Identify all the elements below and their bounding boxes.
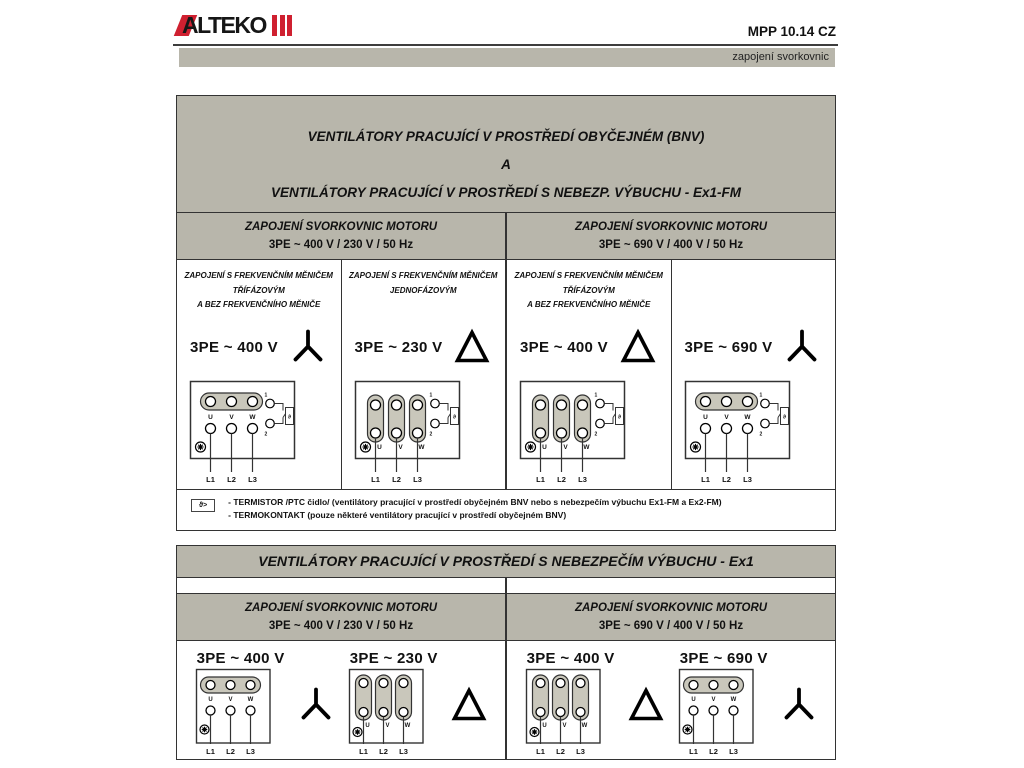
- terminal-diagram: [195, 668, 285, 763]
- header-voltage: 3PE ~ 400 V / 230 V / 50 Hz: [268, 620, 414, 632]
- terminal: [206, 706, 215, 715]
- phase-label: L2: [225, 747, 235, 756]
- voltage-label: 3PE ~ 400 V: [196, 650, 285, 667]
- column-subheader: ZAPOJENÍ S FREKVENČNÍM MĚNIČEM TŘÍFÁZOVÝM A BEZ FREKVENČNÍHO MĚNIČE: [514, 271, 663, 309]
- column-subheader: ZAPOJENÍ S FREKVENČNÍM MĚNIČEM JEDNOFÁZOVÝM: [349, 271, 498, 295]
- wiring-cell-400v-delta: [525, 643, 615, 763]
- section1-title-line3: VENTILÁTORY PRACUJÍCÍ V PROSTŘEDÍ S NEBEZP. VÝBUCHU - Ex1-FM: [270, 185, 742, 200]
- terminal-label: W: [404, 723, 411, 729]
- terminal: [536, 400, 546, 410]
- earth-terminal-icon: [200, 725, 209, 734]
- svg-text:ϑ: ϑ: [452, 414, 456, 421]
- phase-label: L1: [358, 747, 368, 756]
- phase-label: L1: [370, 475, 380, 484]
- terminal-box-diagram: [195, 668, 275, 758]
- terminal-label: U: [691, 697, 696, 703]
- earth-terminal-icon: [360, 442, 370, 452]
- phase-symbol-icon: [449, 685, 489, 725]
- terminal: [578, 428, 588, 438]
- terminal: [700, 424, 710, 434]
- terminal: [370, 428, 380, 438]
- earth-terminal-icon: [690, 442, 700, 452]
- section2-diagram-row: [177, 641, 835, 759]
- header-title: ZAPOJENÍ SVORKOVNIC MOTORU: [244, 221, 438, 233]
- wiring-column-690v-star: [671, 260, 836, 489]
- phase-label: L3: [578, 475, 587, 484]
- voltage-label: 3PE ~ 230 V: [354, 338, 443, 356]
- terminal: [578, 400, 588, 410]
- terminal: [206, 681, 215, 690]
- phase-label: L3: [245, 747, 255, 756]
- terminal: [729, 681, 738, 690]
- svg-text:1: 1: [264, 392, 268, 399]
- terminal: [556, 708, 565, 717]
- phase-symbol-icon: [452, 327, 492, 367]
- terminal: [729, 706, 738, 715]
- terminal: [226, 706, 235, 715]
- terminal: [557, 400, 567, 410]
- terminal-label: W: [730, 697, 737, 703]
- terminal: [700, 397, 710, 407]
- terminal-label: W: [743, 414, 751, 421]
- terminal-label: U: [542, 444, 547, 451]
- column-subheader: [672, 260, 836, 322]
- page-content: [176, 0, 838, 768]
- svg-text:2: 2: [594, 431, 598, 438]
- terminal-label: V: [711, 697, 716, 703]
- terminal: [742, 424, 752, 434]
- phase-symbol-icon: [779, 685, 819, 725]
- header-title: ZAPOJENÍ SVORKOVNIC MOTORU: [574, 602, 768, 614]
- section1-header-row: [177, 213, 835, 260]
- svg-text:2: 2: [264, 431, 268, 438]
- terminal: [370, 400, 380, 410]
- terminal: [721, 424, 731, 434]
- terminal-label: U: [207, 697, 213, 703]
- terminal: [721, 397, 731, 407]
- terminal-label: W: [247, 697, 253, 703]
- terminal: [391, 400, 401, 410]
- terminal-label: U: [702, 414, 708, 421]
- phase-label: L3: [398, 747, 408, 756]
- phase-label: L1: [700, 475, 710, 484]
- earth-terminal-icon: [196, 442, 206, 452]
- thermistor-symbol-badge: ϑ>: [191, 499, 215, 512]
- terminal: [227, 424, 237, 434]
- section2-header-row: [177, 594, 835, 641]
- quadrant-400-230: [177, 641, 505, 759]
- voltage-label: 3PE ~ 230 V: [349, 650, 438, 667]
- terminal-box-diagram: [189, 380, 307, 486]
- terminal-label: V: [723, 414, 729, 421]
- header-rule: [173, 44, 838, 46]
- section-bnv-ex1fm: [176, 95, 836, 531]
- terminal: [399, 708, 408, 717]
- terminal: [536, 428, 546, 438]
- section2-title: VENTILÁTORY PRACUJÍCÍ V PROSTŘEDÍ S NEBEZPEČÍM VÝBUCHU - Ex1: [177, 546, 835, 578]
- wiring-cell-690v-star: [678, 643, 768, 763]
- terminal: [391, 428, 401, 438]
- terminal-diagram: [348, 668, 438, 763]
- alteko-logo: [175, 11, 297, 41]
- phase-label: L2: [227, 475, 236, 484]
- terminal-label: U: [541, 723, 547, 729]
- terminal: [359, 708, 368, 717]
- delta-icon: [618, 327, 658, 367]
- terminal-box-diagram: [354, 380, 472, 486]
- terminal-label: U: [376, 444, 382, 451]
- phase-symbol-icon: [618, 327, 658, 367]
- phase-symbol-icon: [288, 327, 328, 367]
- terminal: [399, 679, 408, 688]
- terminal: [248, 424, 258, 434]
- phase-label: L2: [721, 475, 731, 484]
- terminal-label: V: [229, 414, 234, 421]
- terminal: [536, 679, 545, 688]
- phase-label: L1: [536, 475, 545, 484]
- terminal: [412, 428, 422, 438]
- logo-red-bars-icon: [272, 15, 292, 36]
- header-title: ZAPOJENÍ SVORKOVNIC MOTORU: [244, 602, 438, 614]
- terminal: [206, 397, 216, 407]
- terminal-label: W: [249, 414, 256, 421]
- section1-title-line2: A: [501, 157, 511, 172]
- section-ex1: [176, 545, 836, 760]
- terminal-box-diagram: [678, 668, 758, 758]
- terminal-label: V: [397, 444, 403, 451]
- voltage-label: 3PE ~ 690 V: [684, 338, 773, 356]
- svg-text:1: 1: [429, 392, 432, 399]
- terminal: [379, 708, 388, 717]
- wiring-cell-230v-delta: [348, 643, 438, 763]
- phase-label: L2: [378, 747, 388, 756]
- svg-text:2: 2: [429, 431, 432, 438]
- delta-icon: [452, 327, 492, 367]
- delta-icon: [449, 685, 489, 725]
- terminal: [246, 706, 255, 715]
- terminal: [536, 708, 545, 717]
- terminal-label: W: [583, 444, 590, 451]
- logo-text: ALTEKO: [182, 12, 266, 38]
- phase-label: L1: [206, 475, 215, 484]
- terminal: [359, 679, 368, 688]
- voltage-label: 3PE ~ 400 V: [520, 338, 608, 356]
- wiring-column-400v-delta: [505, 260, 671, 489]
- wiring-column-230v-delta: [341, 260, 506, 489]
- terminal: [226, 681, 235, 690]
- voltage-label: 3PE ~ 690 V: [679, 650, 768, 667]
- phase-symbol-icon: [782, 327, 822, 367]
- svg-text:ϑ: ϑ: [618, 414, 621, 421]
- terminal-box-diagram: [684, 380, 802, 486]
- delta-icon: [626, 685, 666, 725]
- phase-symbol-icon: [296, 685, 336, 725]
- star-icon: [779, 685, 819, 725]
- phase-label: L3: [575, 747, 585, 756]
- terminal: [379, 679, 388, 688]
- section2-spacer-row: [177, 578, 835, 594]
- terminal: [742, 397, 752, 407]
- terminal: [689, 706, 698, 715]
- section1-header-left: [177, 213, 505, 259]
- terminal: [557, 428, 567, 438]
- terminal-diagram: [525, 668, 615, 763]
- terminal: [709, 681, 718, 690]
- phase-label: L2: [391, 475, 401, 484]
- terminal-label: V: [563, 444, 568, 451]
- phase-label: L2: [555, 747, 565, 756]
- voltage-label: 3PE ~ 400 V: [190, 338, 278, 356]
- terminal-label: V: [562, 723, 567, 729]
- terminal-label: V: [385, 723, 390, 729]
- terminal: [227, 397, 237, 407]
- star-icon: [296, 685, 336, 725]
- terminal-label: W: [581, 723, 587, 729]
- terminal-diagram: [678, 668, 768, 763]
- terminal: [206, 424, 216, 434]
- wiring-cell-400v-star: [195, 643, 285, 763]
- svg-text:1: 1: [759, 392, 762, 399]
- section2-header-left: [177, 594, 505, 640]
- phase-label: L1: [535, 747, 545, 756]
- terminal-label: W: [417, 444, 425, 451]
- phase-label: L1: [205, 747, 215, 756]
- phase-label: L1: [688, 747, 698, 756]
- section2-header-right: [505, 594, 835, 640]
- earth-terminal-icon: [530, 728, 539, 737]
- header-voltage: 3PE ~ 690 V / 400 V / 50 Hz: [598, 620, 744, 632]
- terminal-diagram: [684, 380, 836, 491]
- phase-label: L3: [248, 475, 257, 484]
- terminal: [689, 681, 698, 690]
- phase-symbol-icon: [626, 685, 666, 725]
- svg-text:1: 1: [594, 392, 598, 399]
- star-icon: [288, 327, 328, 367]
- terminal-diagram: [189, 380, 341, 491]
- terminal-box-diagram: [519, 380, 637, 486]
- phase-label: L2: [708, 747, 718, 756]
- quadrant-400-690: [505, 641, 835, 759]
- svg-text:ϑ: ϑ: [782, 414, 786, 421]
- section1-title-line1: VENTILÁTORY PRACUJÍCÍ V PROSTŘEDÍ OBYČEJNÉM (BNV): [307, 129, 705, 144]
- earth-terminal-icon: [353, 728, 362, 737]
- terminal-label: U: [365, 723, 370, 729]
- terminal-diagram: [519, 380, 671, 491]
- terminal: [556, 679, 565, 688]
- terminal-label: V: [228, 697, 233, 703]
- phase-label: L3: [728, 747, 738, 756]
- svg-text:ϑ: ϑ: [288, 414, 291, 421]
- terminal-label: U: [208, 414, 213, 421]
- section1-diagram-row: [177, 260, 835, 489]
- terminal: [576, 708, 585, 717]
- earth-terminal-icon: [526, 442, 536, 452]
- star-icon: [782, 327, 822, 367]
- section1-header-right: [505, 213, 835, 259]
- thermistor-note: [177, 489, 835, 530]
- header-title: ZAPOJENÍ SVORKOVNIC MOTORU: [574, 221, 768, 233]
- terminal-diagram: [354, 380, 506, 491]
- phase-label: L3: [412, 475, 422, 484]
- note-line: - TERMOKONTAKT (pouze některé ventilátory pracující v prostředí obyčejném BNV): [228, 509, 567, 520]
- terminal-box-diagram: [525, 668, 605, 758]
- subtitle-bar: zapojení svorkovnic: [179, 48, 835, 67]
- phase-label: L3: [742, 475, 752, 484]
- header-voltage: 3PE ~ 690 V / 400 V / 50 Hz: [598, 239, 744, 251]
- wiring-column-400v-star: [177, 260, 341, 489]
- svg-text:2: 2: [759, 431, 762, 438]
- column-subheader: ZAPOJENÍ S FREKVENČNÍM MĚNIČEM TŘÍFÁZOVÝM A BEZ FREKVENČNÍHO MĚNIČE: [184, 271, 333, 309]
- header-voltage: 3PE ~ 400 V / 230 V / 50 Hz: [268, 239, 414, 251]
- earth-terminal-icon: [683, 725, 692, 734]
- document-code: MPP 10.14 CZ: [747, 24, 836, 39]
- section1-title: [177, 96, 835, 213]
- voltage-label: 3PE ~ 400 V: [526, 650, 615, 667]
- terminal: [576, 679, 585, 688]
- phase-label: L2: [557, 475, 566, 484]
- terminal-box-diagram: [348, 668, 428, 758]
- terminal: [709, 706, 718, 715]
- terminal: [412, 400, 422, 410]
- terminal: [246, 681, 255, 690]
- terminal: [248, 397, 258, 407]
- note-line: - TERMISTOR /PTC čidlo/ (ventilátory pracující v prostředí obyčejném BNV nebo s nebezpečím výbuchu Ex1-FM a Ex2-FM): [228, 497, 722, 507]
